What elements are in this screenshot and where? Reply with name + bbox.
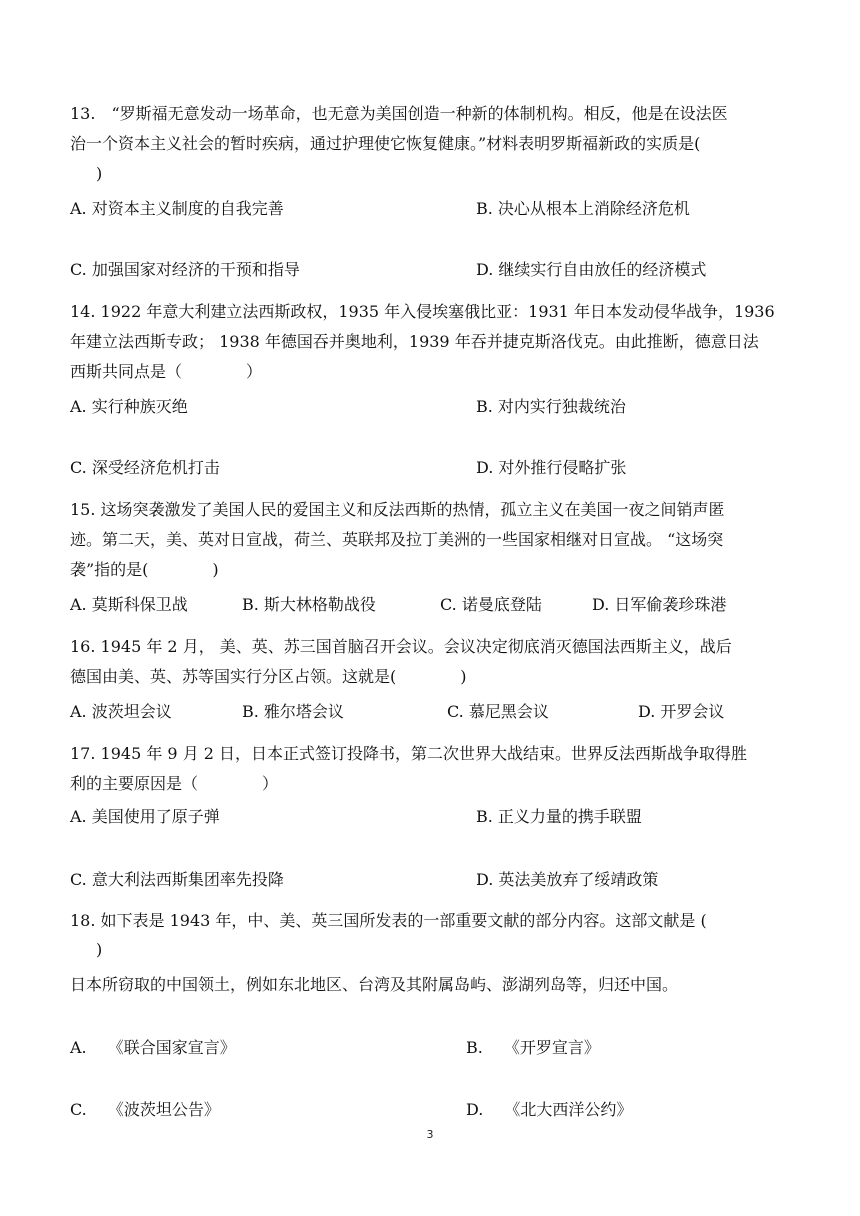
question-17-line-2: 利的主要原因是（ ） xyxy=(70,774,279,793)
question-13-option-b: B. 决心从根本上消除经济危机 xyxy=(476,199,690,218)
question-18-table-text: 日本所窃取的中国领土，例如东北地区、台湾及其附属岛屿、澎湖列岛等，归还中国。 xyxy=(70,975,679,994)
question-13-line-3: ) xyxy=(96,164,103,183)
question-17-line-1: 17. 1945 年 9 月 2 日，日本正式签订投降书，第二次世界大战结束。世界反法西斯战争取得胜 xyxy=(70,744,748,763)
question-14-option-d: D. 对外推行侵略扩张 xyxy=(476,458,627,477)
question-14-option-c: C. 深受经济危机打击 xyxy=(70,458,220,477)
question-15-option-b: B. 斯大林格勒战役 xyxy=(242,595,376,614)
question-15-line-2: 迹。第二天，美、英对日宣战，荷兰、英联邦及拉丁美洲的一些国家相继对日宣战。 “这场突 xyxy=(70,530,724,549)
question-15-line-3: 袭”指的是( ) xyxy=(70,560,219,579)
question-15-line-1: 15. 这场突袭激发了美国人民的爱国主义和反法西斯的热情，孤立主义在美国一夜之间销声匿 xyxy=(70,500,725,519)
question-13-line-1: 13. “罗斯福无意发动一场革命，也无意为美国创造一种新的体制机构。相反，他是在设法医 xyxy=(70,104,728,123)
question-15-option-c: C. 诺曼底登陆 xyxy=(440,595,542,614)
question-14-option-b: B. 对内实行独裁统治 xyxy=(476,397,626,416)
question-14-line-2: 年建立法西斯专政； 1938 年德国吞并奥地利，1939 年吞并捷克斯洛伐克。由此推断，德意日法 xyxy=(70,332,759,351)
question-16-option-b: B. 雅尔塔会议 xyxy=(242,702,344,721)
question-18-option-b: B. 《开罗宣言》 xyxy=(466,1038,600,1057)
question-13-option-d: D. 继续实行自由放任的经济模式 xyxy=(476,260,707,279)
question-16-option-d: D. 开罗会议 xyxy=(638,702,725,721)
question-13-line-2: 治一个资本主义社会的暂时疾病，通过护理使它恢复健康。”材料表明罗斯福新政的实质是( xyxy=(70,134,701,153)
page-number: 3 xyxy=(426,1128,434,1141)
question-17-option-d: D. 英法美放弃了绥靖政策 xyxy=(476,870,659,889)
question-15-option-a: A. 莫斯科保卫战 xyxy=(70,595,188,614)
question-18-line-2: ) xyxy=(96,940,103,959)
question-15-option-d: D. 日军偷袭珍珠港 xyxy=(592,595,727,614)
question-13-option-a: A. 对资本主义制度的自我完善 xyxy=(70,199,284,218)
question-13-option-c: C. 加强国家对经济的干预和指导 xyxy=(70,260,300,279)
question-18-option-d: D. 《北大西洋公约》 xyxy=(466,1100,633,1119)
question-14-line-1: 14. 1922 年意大利建立法西斯政权，1935 年入侵埃塞俄比亚：1931 年日本发动侵华战争，1936 xyxy=(70,302,775,321)
question-18-option-a: A. 《联合国家宣言》 xyxy=(70,1038,236,1057)
question-16-option-c: C. 慕尼黑会议 xyxy=(447,702,549,721)
question-14-line-3: 西斯共同点是（ ） xyxy=(70,362,263,381)
question-16-option-a: A. 波茨坦会议 xyxy=(70,702,172,721)
question-16-line-2: 德国由美、英、苏等国实行分区占领。这就是( ) xyxy=(70,667,467,686)
question-17-option-a: A. 美国使用了原子弹 xyxy=(70,807,220,826)
question-17-option-c: C. 意大利法西斯集团率先投降 xyxy=(70,870,284,889)
question-16-line-1: 16. 1945 年 2 月， 美、英、苏三国首脑召开会议。会议决定彻底消灭德国法西斯主义，战后 xyxy=(70,637,732,656)
question-17-option-b: B. 正义力量的携手联盟 xyxy=(476,807,642,826)
question-18-option-c: C. 《波茨坦公告》 xyxy=(70,1100,220,1119)
question-14-option-a: A. 实行种族灭绝 xyxy=(70,397,188,416)
question-18-line-1: 18. 如下表是 1943 年，中、美、英三国所发表的一部重要文献的部分内容。这部文献是 ( xyxy=(70,911,707,930)
